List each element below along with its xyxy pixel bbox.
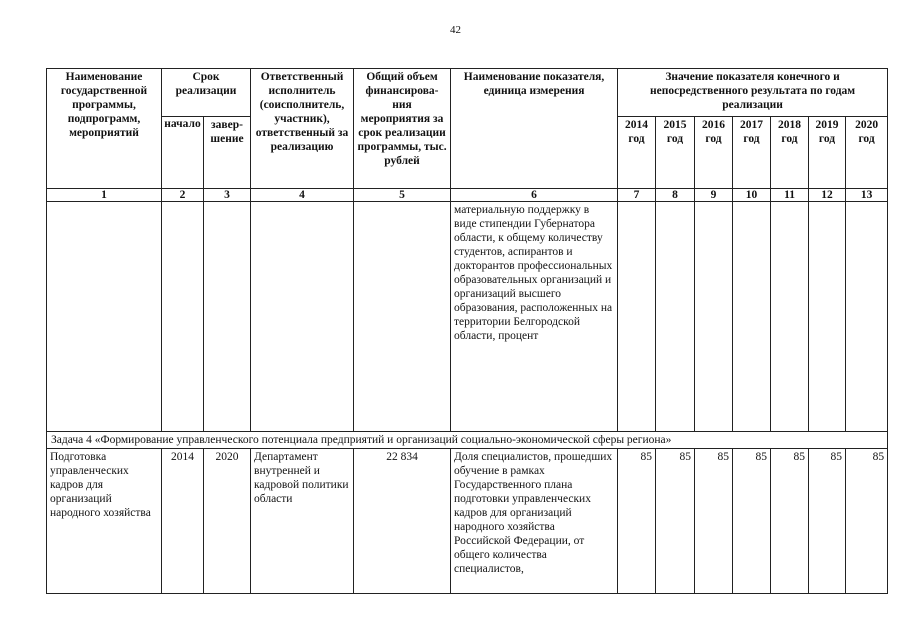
page-number: 42: [450, 24, 461, 36]
header-year-2017: 2017 год: [733, 117, 771, 189]
end-year-cell: 2020: [204, 449, 251, 594]
column-number: 8: [656, 189, 695, 202]
value-2015-cell: 85: [656, 449, 695, 594]
header-year-2015: 2015 год: [656, 117, 695, 189]
header-indicator: Наименование показателя, единица измерения: [451, 69, 618, 189]
indicator-cell: Доля специалистов, прошедших обучение в рамках Государственного плана подготовки управленческих кадров для организаций народного хозяйства Российской Федерации, от общего количества специалистов,: [451, 449, 618, 594]
header-year-2019: 2019 год: [809, 117, 846, 189]
header-funding: Общий объем финансирова-ния мероприятия за срок реализации программы, тыс. рублей: [354, 69, 451, 189]
column-number: 7: [618, 189, 656, 202]
program-table: [46, 68, 888, 594]
value-2019-cell: 85: [809, 449, 846, 594]
column-number: 6: [451, 189, 618, 202]
value-2017-cell: 85: [733, 449, 771, 594]
header-year-2014: 2014 год: [618, 117, 656, 189]
table-row-continued: [47, 202, 888, 432]
program-name-cell: Подготовка управленческих кадров для организаций народного хозяйства: [47, 449, 162, 594]
column-number: 11: [771, 189, 809, 202]
task-row: [47, 432, 888, 449]
header-program-name: Наименование государственной программы, подпрограмм, мероприятий: [47, 69, 162, 189]
header-start: начало: [162, 117, 204, 189]
header-term: Срок реализации: [162, 69, 251, 117]
value-2014-cell: 85: [618, 449, 656, 594]
column-number: 10: [733, 189, 771, 202]
value-2020-cell: 85: [846, 449, 888, 594]
column-number: 5: [354, 189, 451, 202]
header-responsible: Ответственный исполнитель (соисполнитель, участник), ответственный за реализацию: [251, 69, 354, 189]
column-number: 3: [204, 189, 251, 202]
header-years-group: Значение показателя конечного и непосредственного результата по годам реализации: [618, 69, 888, 117]
start-year-cell: 2014: [162, 449, 204, 594]
column-numbers-row: [47, 189, 888, 202]
header-year-2020: 2020 год: [846, 117, 888, 189]
column-number: 13: [846, 189, 888, 202]
column-number: 9: [695, 189, 733, 202]
column-number: 1: [47, 189, 162, 202]
responsible-cell: Департамент внутренней и кадровой политики области: [251, 449, 354, 594]
task-title: Задача 4 «Формирование управленческого потенциала предприятий и организаций социально-экономической сферы региона»: [47, 432, 888, 449]
header-year-2016: 2016 год: [695, 117, 733, 189]
column-number: 2: [162, 189, 204, 202]
header-year-2018: 2018 год: [771, 117, 809, 189]
header-end: завер-шение: [204, 117, 251, 189]
column-number: 12: [809, 189, 846, 202]
indicator-cell: материальную поддержку в виде стипендии Губернатора области, к общему количеству студентов, аспирантов и докторантов профессиональных образовательных организаций и организаций высшего образования, расположенных на территории Белгородской области, процент: [451, 202, 618, 432]
value-2018-cell: 85: [771, 449, 809, 594]
column-number: 4: [251, 189, 354, 202]
table-row: [47, 449, 888, 594]
funding-cell: 22 834: [354, 449, 451, 594]
value-2016-cell: 85: [695, 449, 733, 594]
